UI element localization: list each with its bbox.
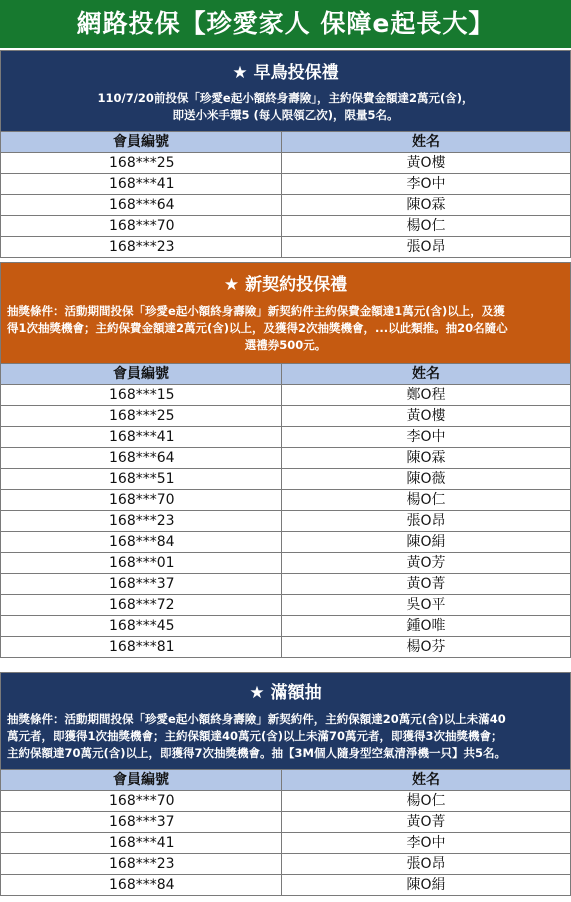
table-row [1,833,571,854]
name-cell: 陳O絹 [282,875,571,896]
name-cell: 鍾O唯 [282,616,571,637]
section-title: ★ 早鳥投保禮 [232,63,339,83]
winner-table-full-amount-draw [0,769,571,896]
column-header-member-id: 會員編號 [1,132,282,153]
table-row [1,448,571,469]
name-cell: 陳O霖 [282,448,571,469]
member-id-cell: 168***84 [1,532,282,553]
name-cell: 陳O霖 [282,195,571,216]
table-row [1,174,571,195]
table-row [1,595,571,616]
member-id-cell: 168***25 [1,406,282,427]
table-row [1,469,571,490]
member-id-cell: 168***25 [1,153,282,174]
section-title: ★ 新契約投保禮 [223,275,348,295]
table-row [1,153,571,174]
member-id-cell: 168***72 [1,595,282,616]
column-header-member-id: 會員編號 [1,770,282,791]
member-id-cell: 168***70 [1,216,282,237]
table-row [1,616,571,637]
winner-table-early-bird [0,131,571,258]
name-cell: 李O中 [282,427,571,448]
column-header-name: 姓名 [282,770,571,791]
member-id-cell: 168***01 [1,553,282,574]
member-id-cell: 168***41 [1,174,282,195]
table-row [1,237,571,258]
column-header-name: 姓名 [282,132,571,153]
name-cell: 黃O樓 [282,406,571,427]
column-header-member-id: 會員編號 [1,364,282,385]
name-cell: 楊O仁 [282,490,571,511]
table-header-row [1,364,571,385]
name-cell: 楊O仁 [282,216,571,237]
name-cell: 張O昂 [282,511,571,532]
column-header-name: 姓名 [282,364,571,385]
name-cell: 陳O薇 [282,469,571,490]
table-row [1,511,571,532]
name-cell: 黃O菁 [282,812,571,833]
member-id-cell: 168***51 [1,469,282,490]
page-title: 網路投保【珍愛家人 保障e起長大】 [0,0,571,48]
section-early-bird-header [0,50,571,133]
name-cell: 張O昂 [282,237,571,258]
member-id-cell: 168***41 [1,833,282,854]
member-id-cell: 168***70 [1,490,282,511]
section-desc-line: 即送小米手環5 (每人限領乙次)，限量5名。 [172,108,399,122]
name-cell: 楊O仁 [282,791,571,812]
member-id-cell: 168***15 [1,385,282,406]
member-id-cell: 168***64 [1,448,282,469]
member-id-cell: 168***23 [1,854,282,875]
section-desc-line: 抽獎條件：活動期間投保「珍愛e起小額終身壽險」新契約件主約保費金額達1萬元(含)以上，及獲 [7,304,505,318]
winner-table-new-contract [0,363,571,658]
table-row [1,385,571,406]
member-id-cell: 168***23 [1,511,282,532]
section-title: ★ 滿額抽 [249,683,322,703]
member-id-cell: 168***84 [1,875,282,896]
section-desc-line: 110/7/20前投保「珍愛e起小額終身壽險」，主約保費金額達2萬元(含)， [97,91,474,105]
member-id-cell: 168***37 [1,812,282,833]
table-header-row [1,770,571,791]
table-row [1,574,571,595]
table-row [1,406,571,427]
table-header-row [1,132,571,153]
section-desc-line: 萬元者，即獲得1次抽獎機會；主約保額達40萬元(含)以上未滿70萬元者，即獲得3次抽獎機會； [7,729,503,743]
section-new-contract-header [0,262,571,364]
table-row [1,216,571,237]
member-id-cell: 168***64 [1,195,282,216]
member-id-cell: 168***81 [1,637,282,658]
name-cell: 李O中 [282,833,571,854]
section-desc-line: 得1次抽獎機會；主約保費金額達2萬元(含)以上，及獲得2次抽獎機會，...以此類推。抽20名隨心 [7,321,508,335]
section-desc-line: 選禮券500元。 [244,338,327,352]
member-id-cell: 168***70 [1,791,282,812]
table-row [1,553,571,574]
section-desc-line: 主約保額達70萬元(含)以上，即獲得7次抽獎機會。抽【3M個人隨身型空氣清淨機一只】共5名。 [7,746,506,760]
section-desc-line: 抽獎條件：活動期間投保「珍愛e起小額終身壽險」新契約件，主約保額達20萬元(含)以上未滿40 [7,712,506,726]
name-cell: 張O昂 [282,854,571,875]
member-id-cell: 168***23 [1,237,282,258]
table-row [1,532,571,553]
name-cell: 楊O芬 [282,637,571,658]
section-full-amount-draw-header [0,672,571,770]
name-cell: 吳O平 [282,595,571,616]
table-row [1,490,571,511]
table-row [1,812,571,833]
table-row [1,854,571,875]
name-cell: 李O中 [282,174,571,195]
table-row [1,427,571,448]
table-row [1,195,571,216]
name-cell: 黃O樓 [282,153,571,174]
name-cell: 黃O芳 [282,553,571,574]
name-cell: 陳O絹 [282,532,571,553]
member-id-cell: 168***37 [1,574,282,595]
name-cell: 鄭O程 [282,385,571,406]
member-id-cell: 168***45 [1,616,282,637]
table-row [1,791,571,812]
table-row [1,637,571,658]
table-row [1,875,571,896]
name-cell: 黃O菁 [282,574,571,595]
member-id-cell: 168***41 [1,427,282,448]
